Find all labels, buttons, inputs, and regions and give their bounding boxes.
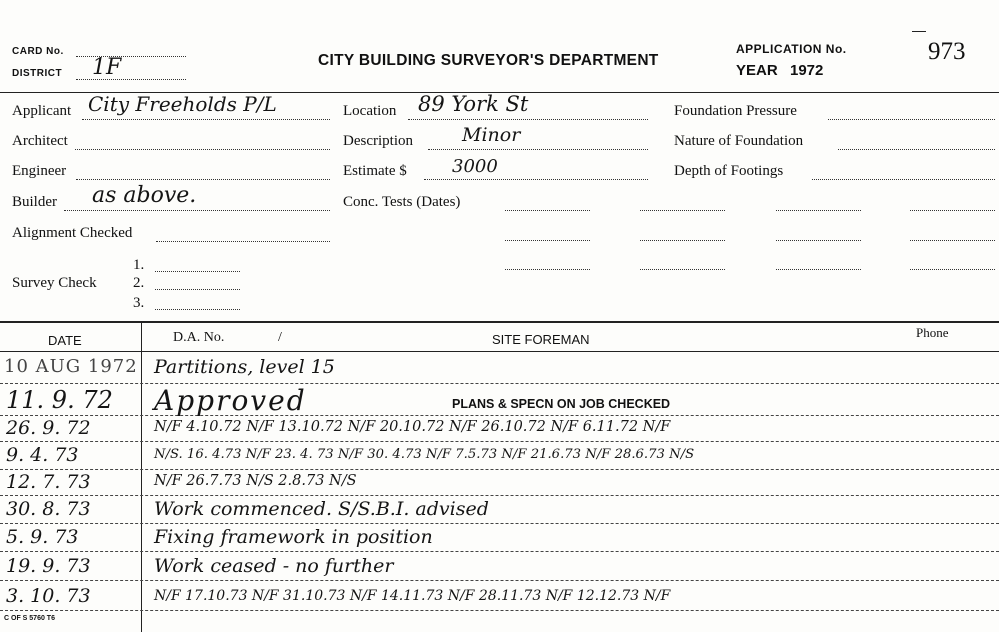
depth-footings-line xyxy=(812,179,995,180)
table-top-border xyxy=(0,321,999,323)
row-line xyxy=(0,523,999,524)
row-9-date: 3. 10. 73 xyxy=(6,585,91,607)
applicant-line xyxy=(82,119,330,120)
form-code: C OF S 5760 T6 xyxy=(4,615,55,622)
date-header: DATE xyxy=(48,333,82,348)
phone-header: Phone xyxy=(916,325,949,340)
row-5-date: 12. 7. 73 xyxy=(6,471,91,493)
survey-1-label: 1. xyxy=(133,257,145,273)
row-line xyxy=(0,580,999,581)
row-2-entry: Approved xyxy=(154,384,307,417)
row-2-date: 11. 9. 72 xyxy=(6,386,113,414)
da-value: / xyxy=(278,330,282,345)
row-5-entry: N/F 26.7.73 N/S 2.8.73 N/S xyxy=(154,473,357,489)
survey-2-label: 2. xyxy=(133,275,145,291)
conc-line-12 xyxy=(910,269,995,270)
site-foreman-header: SITE FOREMAN xyxy=(492,332,590,347)
row-8-entry: Work ceased - no further xyxy=(154,555,394,577)
estimate-value: 3000 xyxy=(452,156,498,177)
description-value: Minor xyxy=(462,124,521,146)
survey-label: Survey Check xyxy=(12,275,97,291)
application-no-label: APPLICATION No. xyxy=(736,42,847,56)
nature-foundation-label: Nature of Foundation xyxy=(674,133,804,149)
architect-line xyxy=(75,149,330,150)
foundation-pressure-label: Foundation Pressure xyxy=(674,103,797,119)
depth-footings-label: Depth of Footings xyxy=(674,163,784,179)
year-label: YEAR xyxy=(736,62,778,79)
row-6-date: 30. 8. 73 xyxy=(6,498,91,520)
department-title: CITY BUILDING SURVEYOR'S DEPARTMENT xyxy=(318,52,659,69)
year-value: 1972 xyxy=(790,62,824,79)
alignment-label: Alignment Checked xyxy=(12,225,133,241)
conc-line-10 xyxy=(640,269,725,270)
row-3-date: 26. 9. 72 xyxy=(6,417,91,439)
card-no-label: CARD No. xyxy=(12,46,64,57)
conc-line-6 xyxy=(640,240,725,241)
conc-line-8 xyxy=(910,240,995,241)
conc-line-4 xyxy=(910,210,995,211)
conc-line-1 xyxy=(505,210,590,211)
number-dash xyxy=(912,31,926,32)
survey-2-line xyxy=(155,289,240,290)
description-label: Description xyxy=(343,133,413,149)
builder-label: Builder xyxy=(12,194,57,210)
row-3-entry: N/F 4.10.72 N/F 13.10.72 N/F 20.10.72 N/F 26.10.72 N/F 6.11.72 N/F xyxy=(154,419,671,435)
row-line xyxy=(0,495,999,496)
applicant-label: Applicant xyxy=(12,103,72,119)
row-line xyxy=(0,441,999,442)
conc-line-9 xyxy=(505,269,590,270)
survey-3-label: 3. xyxy=(133,295,145,311)
row-1-date: 10 AUG 1972 xyxy=(4,356,138,377)
row-9-entry: N/F 17.10.73 N/F 31.10.73 N/F 14.11.73 N/F 28.11.73 N/F 12.12.73 N/F xyxy=(154,588,671,604)
location-line xyxy=(408,119,648,120)
conc-line-7 xyxy=(776,240,861,241)
district-value: 1F xyxy=(92,55,122,80)
location-value: 89 York St xyxy=(418,92,529,116)
alignment-line xyxy=(156,241,330,242)
survey-1-line xyxy=(155,271,240,272)
row-line xyxy=(0,415,999,416)
conc-line-3 xyxy=(776,210,861,211)
builder-value: as above. xyxy=(92,183,197,208)
nature-foundation-line xyxy=(838,149,995,150)
row-8-date: 19. 9. 73 xyxy=(6,555,91,577)
estimate-label: Estimate $ xyxy=(343,163,407,179)
applicant-value: City Freeholds P/L xyxy=(88,92,277,116)
location-label: Location xyxy=(343,103,397,119)
row-line xyxy=(0,551,999,552)
date-column-divider xyxy=(141,321,142,632)
conc-line-11 xyxy=(776,269,861,270)
row-4-entry: N/S. 16. 4.73 N/F 23. 4. 73 N/F 30. 4.73 N/F 7.5.73 N/F 21.6.73 N/F 28.6.73 N/S xyxy=(154,447,695,462)
description-line xyxy=(428,149,648,150)
conc-line-5 xyxy=(505,240,590,241)
application-number: 973 xyxy=(928,38,966,65)
engineer-line xyxy=(76,179,330,180)
builder-line xyxy=(64,210,330,211)
row-line xyxy=(0,469,999,470)
row-line xyxy=(0,383,999,384)
conc-line-2 xyxy=(640,210,725,211)
engineer-label: Engineer xyxy=(12,163,67,179)
row-7-entry: Fixing framework in position xyxy=(154,526,433,548)
architect-label: Architect xyxy=(12,133,68,149)
row-line xyxy=(0,610,999,611)
plans-checked-stamp: PLANS & SPECN ON JOB CHECKED xyxy=(452,397,671,411)
table-header-border xyxy=(0,351,999,352)
estimate-line xyxy=(424,179,648,180)
row-7-date: 5. 9. 73 xyxy=(6,526,79,548)
conc-tests-label: Conc. Tests (Dates) xyxy=(343,194,461,210)
row-6-entry: Work commenced. S/S.B.I. advised xyxy=(154,498,489,520)
foundation-pressure-line xyxy=(828,119,995,120)
row-1-entry: Partitions, level 15 xyxy=(154,356,335,378)
da-header: D.A. No. xyxy=(173,330,225,345)
district-label: DISTRICT xyxy=(12,68,63,79)
row-4-date: 9. 4. 73 xyxy=(6,444,79,466)
survey-3-line xyxy=(155,309,240,310)
